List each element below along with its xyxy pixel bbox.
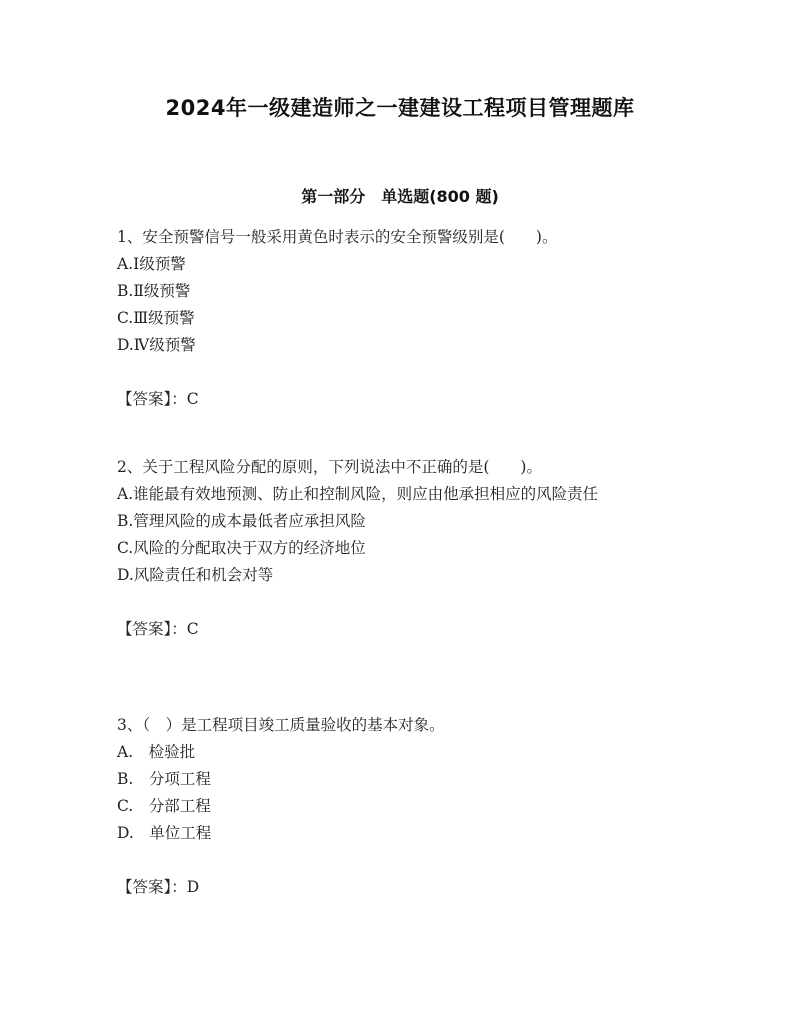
question-2 bbox=[117, 454, 687, 643]
question-stem: 3、（ ）是工程项目竣工质量验收的基本对象。 bbox=[117, 716, 445, 734]
option-a: A.Ⅰ级预警 bbox=[117, 255, 186, 273]
option-a: A. 检验批 bbox=[117, 743, 196, 761]
question-3 bbox=[117, 712, 687, 901]
option-a: A.谁能最有效地预测、防止和控制风险，则应由他承担相应的风险责任 bbox=[117, 485, 599, 503]
option-d: D.风险责任和机会对等 bbox=[117, 566, 274, 584]
document-title: 2024年一级建造师之一建建设工程项目管理题库 bbox=[165, 96, 635, 120]
option-b: B. 分项工程 bbox=[117, 770, 211, 788]
answer-label: 【答案】：C bbox=[117, 620, 199, 638]
answer-label: 【答案】：D bbox=[117, 878, 200, 896]
answer-label: 【答案】：C bbox=[117, 390, 199, 408]
question-stem: 2、关于工程风险分配的原则，下列说法中不正确的是( )。 bbox=[117, 458, 542, 476]
question-1 bbox=[117, 224, 687, 413]
question-stem: 1、安全预警信号一般采用黄色时表示的安全预警级别是( )。 bbox=[117, 228, 558, 246]
option-b: B.管理风险的成本最低者应承担风险 bbox=[117, 512, 366, 530]
option-c: C.Ⅲ级预警 bbox=[117, 309, 195, 327]
option-d: D.Ⅳ级预警 bbox=[117, 336, 196, 354]
option-d: D. 单位工程 bbox=[117, 824, 212, 842]
section-title: 第一部分 单选题(800 题) bbox=[301, 187, 499, 206]
option-c: C.风险的分配取决于双方的经济地位 bbox=[117, 539, 366, 557]
option-c: C. 分部工程 bbox=[117, 797, 211, 815]
option-b: B.Ⅱ级预警 bbox=[117, 282, 191, 300]
